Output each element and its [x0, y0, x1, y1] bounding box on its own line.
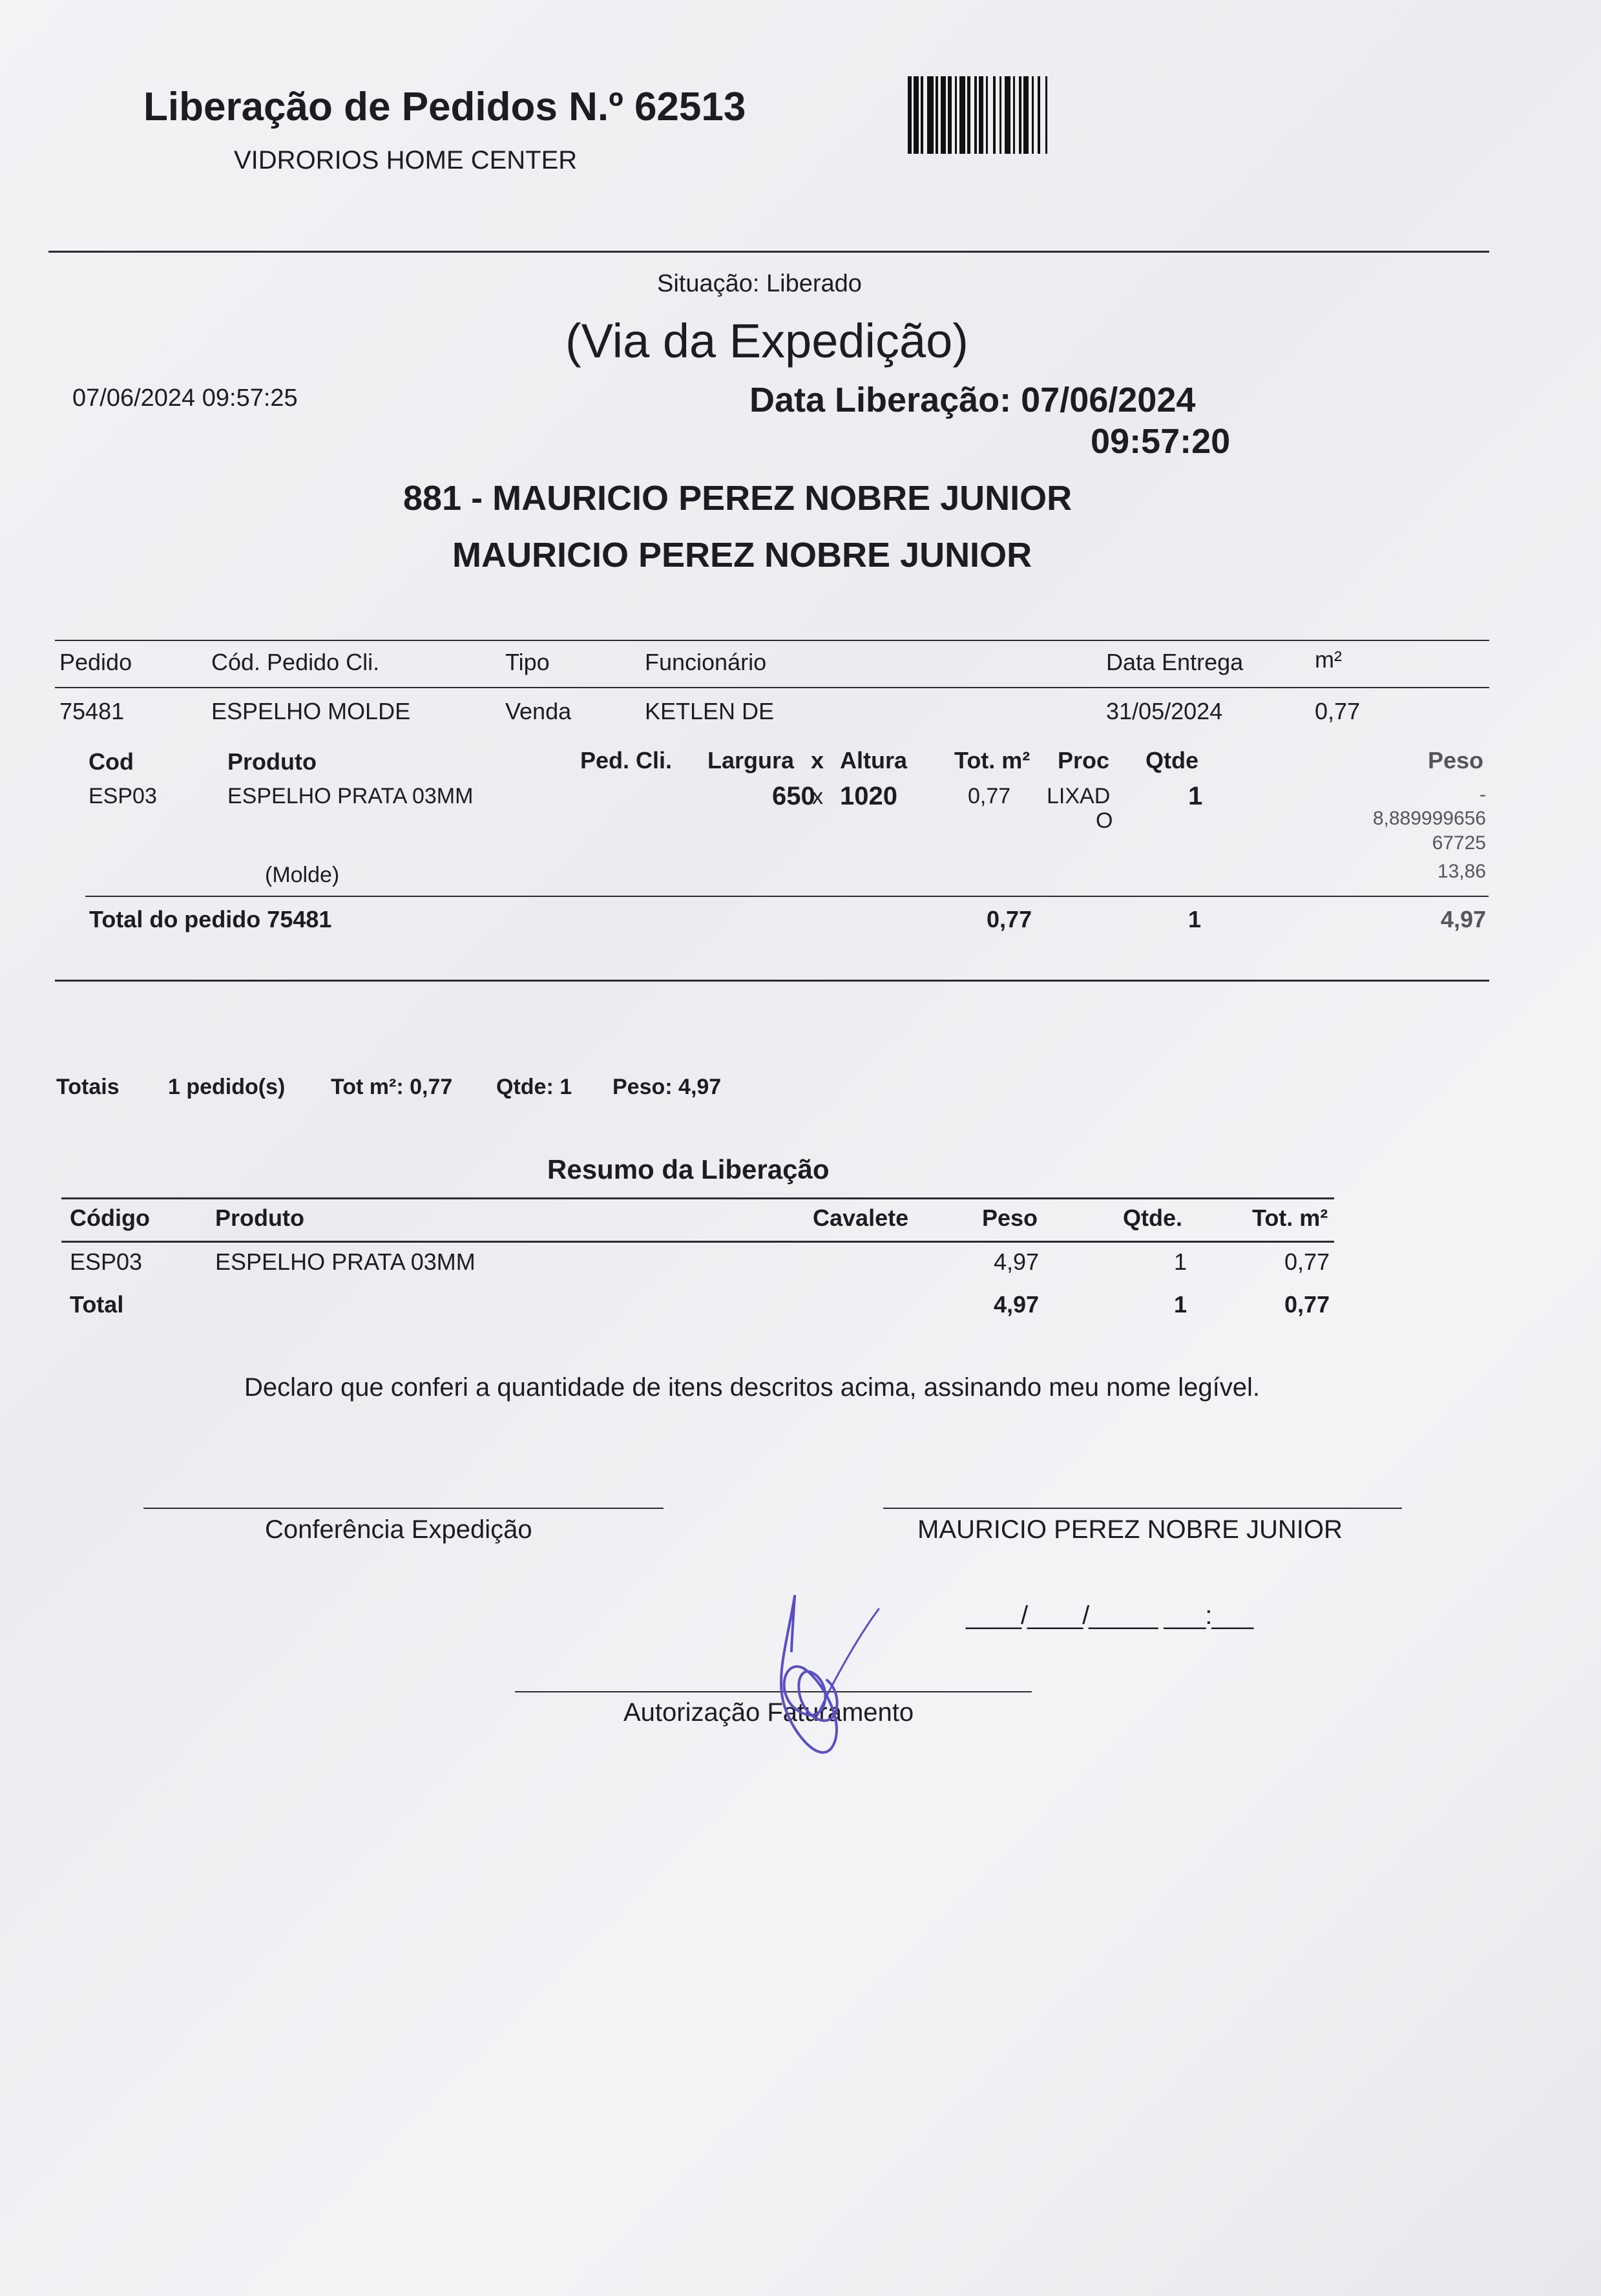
client-line-2: MAURICIO PEREZ NOBRE JUNIOR: [452, 536, 1032, 574]
order-table-top-line: [55, 640, 1489, 641]
item-x: x: [812, 785, 823, 809]
order-section-end-line: [55, 980, 1489, 982]
barcode-bar: [959, 76, 965, 154]
totals-peso: Peso: 4,97: [612, 1075, 722, 1099]
order-tipo: Venda: [505, 698, 572, 724]
item-qtde: 1: [1188, 782, 1203, 810]
order-table-header-line: [55, 687, 1489, 688]
item-peso-line-4: 13,86: [1437, 861, 1486, 882]
items-header-x: x: [811, 747, 824, 774]
order-m2: 0,77: [1315, 698, 1361, 724]
items-header-cod: Cod: [89, 748, 134, 775]
summary-header-peso: Peso: [982, 1205, 1038, 1231]
barcode-bar: [988, 76, 993, 154]
barcode-bar: [941, 76, 946, 154]
barcode-bar: [1005, 76, 1010, 154]
signature-line-right: [883, 1508, 1402, 1509]
signature-line-left: [143, 1508, 664, 1509]
summary-header-cavalete: Cavalete: [813, 1205, 909, 1231]
order-total-label: Total do pedido 75481: [89, 906, 332, 932]
summary-top-line: [61, 1197, 1334, 1199]
signature-label-center: Autorização Faturamento: [623, 1698, 914, 1727]
order-total-peso: 4,97: [1440, 906, 1486, 932]
summary-header-codigo: Código: [70, 1205, 150, 1231]
items-header-tot-m2: Tot. m²: [954, 747, 1031, 774]
items-header-produto: Produto: [227, 748, 317, 775]
client-line-1: 881 - MAURICIO PEREZ NOBRE JUNIOR: [403, 479, 1073, 518]
header-data-entrega: Data Entrega: [1106, 649, 1244, 675]
item-produto: ESPELHO PRATA 03MM: [227, 784, 474, 808]
declaration-text: Declaro que conferi a quantidade de itens descritos acima, assinando meu nome legível.: [244, 1373, 1261, 1402]
items-header-altura: Altura: [840, 747, 908, 774]
barcode-bar: [1023, 76, 1029, 154]
item-note: (Molde): [265, 863, 340, 887]
release-time: 09:57:20: [1091, 422, 1231, 461]
print-datetime: 07/06/2024 09:57:25: [72, 384, 298, 412]
totals-tot-m2: Tot m²: 0,77: [331, 1075, 453, 1099]
company-name: VIDRORIOS HOME CENTER: [234, 146, 578, 174]
barcode-bar: [927, 76, 934, 154]
item-peso-line-2: 8,889999656: [1372, 808, 1486, 829]
date-time-slots: ____/____/_____ ___:___: [966, 1601, 1253, 1630]
order-funcionario: KETLEN DE: [645, 698, 775, 724]
item-tot-m2: 0,77: [968, 784, 1011, 808]
order-cod-pedido-cli: ESPELHO MOLDE: [211, 698, 411, 724]
barcode-bar: [1047, 76, 1051, 154]
totals-pedidos: 1 pedido(s): [168, 1075, 286, 1099]
barcode: [908, 76, 1156, 154]
summary-total-tot-m2: 0,77: [1284, 1291, 1330, 1318]
signature-label-left: Conferência Expedição: [265, 1515, 532, 1544]
summary-header-qtde: Qtde.: [1123, 1205, 1183, 1231]
items-total-line: [85, 896, 1489, 897]
totals-label: Totais: [56, 1075, 120, 1099]
order-data-entrega: 31/05/2024: [1106, 698, 1223, 724]
barcode-bar: [914, 76, 919, 154]
summary-row-peso: 4,97: [994, 1248, 1040, 1275]
items-header-peso: Peso: [1428, 747, 1484, 774]
summary-row-qtde: 1: [1174, 1248, 1188, 1275]
items-header-proc: Proc: [1058, 747, 1110, 774]
summary-row-codigo: ESP03: [70, 1248, 143, 1275]
summary-header-tot-m2: Tot. m²: [1252, 1205, 1328, 1231]
order-total-m2: 0,77: [987, 906, 1032, 932]
item-altura: 1020: [840, 782, 897, 810]
totals-qtde: Qtde: 1: [496, 1075, 572, 1099]
copy-type: (Via da Expedição): [565, 314, 968, 368]
header-tipo: Tipo: [505, 649, 550, 675]
barcode-bar: [979, 76, 983, 154]
summary-total-qtde: 1: [1174, 1291, 1188, 1318]
items-header-largura: Largura: [707, 747, 795, 774]
item-cod: ESP03: [89, 784, 157, 808]
summary-row-produto: ESPELHO PRATA 03MM: [215, 1248, 476, 1275]
document-title: Liberação de Pedidos N.º 62513: [143, 85, 746, 129]
barcode-bar: [1040, 76, 1045, 154]
order-pedido: 75481: [59, 698, 125, 724]
summary-header-line: [61, 1241, 1334, 1243]
header-divider: [48, 251, 1489, 253]
summary-total-label: Total: [70, 1291, 124, 1318]
summary-title: Resumo da Liberação: [547, 1154, 830, 1185]
header-funcionario: Funcionário: [645, 649, 767, 675]
item-peso-line-1: -: [1480, 784, 1486, 805]
items-header-ped-cli: Ped. Cli.: [580, 747, 673, 774]
items-header-qtde: Qtde: [1146, 747, 1199, 774]
signature-label-right: MAURICIO PEREZ NOBRE JUNIOR: [917, 1515, 1343, 1544]
item-proc-line-1: LIXAD: [1047, 784, 1111, 808]
header-pedido: Pedido: [59, 649, 132, 675]
item-largura: 650: [772, 782, 815, 810]
summary-header-produto: Produto: [215, 1205, 304, 1231]
order-total-qtde: 1: [1188, 906, 1202, 932]
handwritten-signature: [756, 1590, 885, 1771]
item-proc-line-2: O: [1096, 808, 1113, 833]
summary-total-peso: 4,97: [994, 1291, 1040, 1318]
release-date: Data Liberação: 07/06/2024: [749, 381, 1196, 419]
summary-row-tot-m2: 0,77: [1284, 1248, 1330, 1275]
status-text: Situação: Liberado: [657, 270, 862, 297]
header-m2: m²: [1315, 646, 1342, 673]
header-cod-pedido-cli: Cód. Pedido Cli.: [211, 649, 380, 675]
item-peso-line-3: 67725: [1432, 832, 1486, 854]
